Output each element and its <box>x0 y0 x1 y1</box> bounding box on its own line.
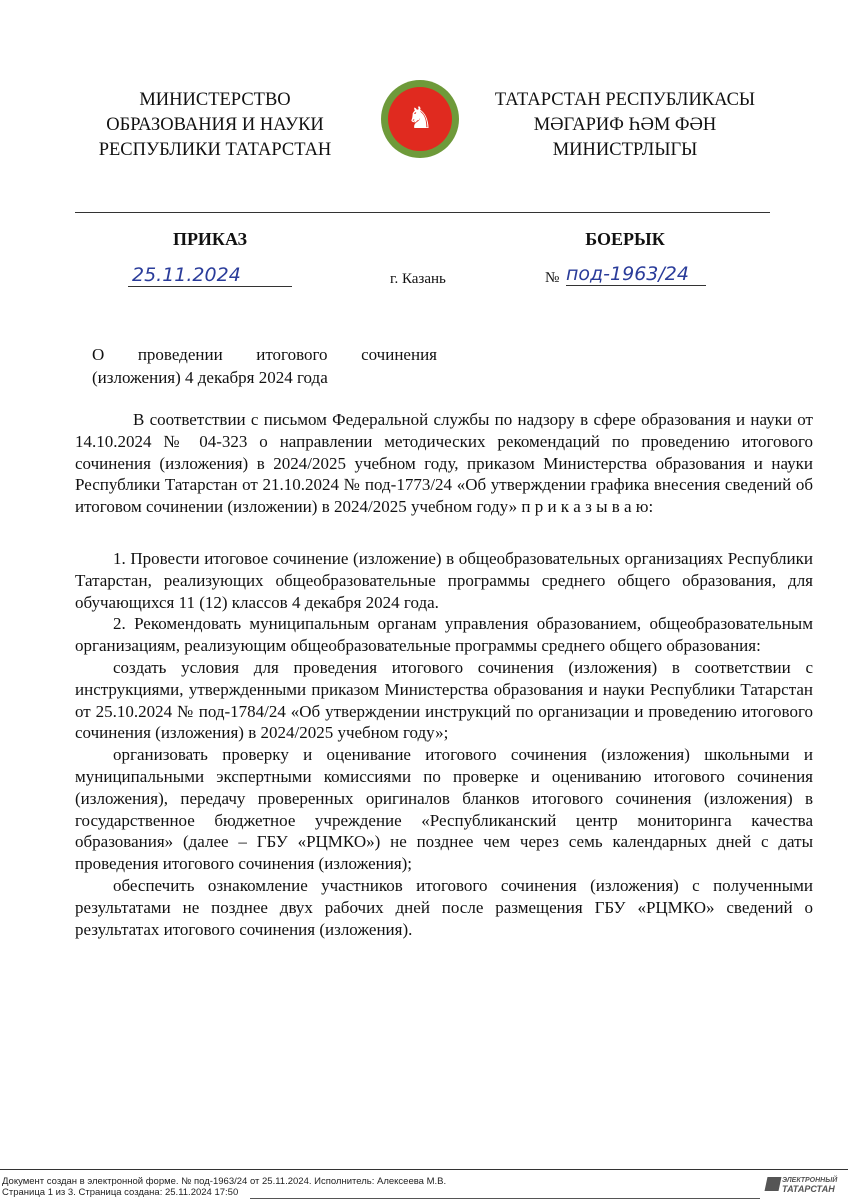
header-line: РЕСПУБЛИКИ ТАТАРСТАН <box>98 140 332 160</box>
footer-underline <box>250 1198 760 1199</box>
electronic-tatarstan-icon <box>765 1177 782 1191</box>
footer-page-info: Страница 1 из 3. Страница создана: 25.11.2024 17:50 <box>2 1187 239 1198</box>
order-city: г. Казань <box>390 271 446 287</box>
list-item: 2. Рекомендовать муниципальным органам управления образованием, общеобразовательным организациям, реализующим общеобразовательные программы среднего общего образования: <box>75 614 813 656</box>
order-date: 25.11.2024 <box>128 264 292 287</box>
ministry-name-ru <box>65 88 365 163</box>
order-number-label: № <box>545 270 560 286</box>
list-item: 1. Провести итоговое сочинение (изложение) в общеобразовательных организациях Республики Татарстан, реализующих общеобразовательные программы среднего общего образования, для обучающихся 11 (12) классов 4 декабря 2024 года. <box>75 548 813 612</box>
footer-divider <box>0 1169 848 1170</box>
order-subject: О проведении итогового сочинения (изложения) 4 декабря 2024 года <box>92 345 437 387</box>
header-line: МИНИСТЕРСТВО <box>139 90 291 110</box>
order-title-tt: БОЕРЫК <box>585 229 665 249</box>
order-title-ru: ПРИКАЗ <box>172 229 248 249</box>
header-divider <box>75 212 770 213</box>
logo-text: ТАТАРСТАН <box>782 1184 835 1194</box>
sub-item: обеспечить ознакомление участников итогового сочинения (изложения) с полученными результатами не позднее двух рабочих дней после размещения ГБУ «РЦМКО» сведений о результатах итогового сочинения (изложения). <box>75 875 813 939</box>
sub-item: организовать проверку и оценивание итогового сочинения (изложения) школьными и муниципальными экспертными комиссиями по проверке и оцениванию итогового сочинения (изложения), передачу проверенных оригиналов бланков итогового сочинения (изложения) в государственное бюджетное учреждение «Республиканский центр мониторинга качества образования» (далее – ГБУ «РЦМКО») не позднее чем через семь календарных дней с даты проведения итогового сочинения (изложения); <box>75 745 813 874</box>
header-line: МӘГАРИФ ҺӘМ ФӘН <box>533 115 717 135</box>
order-body <box>75 409 813 940</box>
logo-text: ЭЛЕКТРОННЫЙ <box>782 1177 838 1184</box>
tatarstan-emblem-icon: ♞ <box>381 80 459 158</box>
ministry-name-tt <box>475 88 775 163</box>
order-number: под-1963/24 <box>566 263 706 286</box>
header-line: ОБРАЗОВАНИЯ И НАУКИ <box>106 115 324 135</box>
sub-item: создать условия для проведения итогового сочинения (изложения) в соответствии с инструкциями, утвержденными приказом Министерства образования и науки Республики Татарстан от 25.10.2024 № под-1784/24 «Об утверждении инструкций по организации и проведению итогового сочинения (изложения) в 2024/2025 учебном году»; <box>75 657 813 743</box>
preamble: В соответствии с письмом Федеральной службы по надзору в сфере образования и науки от 14.10.2024 № 04-323 о направлении методических рекомендаций по проведению итогового сочинения (изложения) в 2024/2025 учебном году, приказом Министерства образования и науки Республики Татарстан от 21.10.2024 № под-1773/24 «Об утверждении графика внесения сведений об итоговом сочинении (изложении) в 2024/2025 учебном году» п р и к а з ы в а ю: <box>75 410 813 517</box>
header-line: МИНИСТРЛЫГЫ <box>552 140 698 160</box>
header-line: ТАТАРСТАН РЕСПУБЛИКАСЫ <box>494 90 756 110</box>
footer-doc-info: Документ создан в электронной форме. № под-1963/24 от 25.11.2024. Исполнитель: Алексеева М.В. <box>2 1176 447 1187</box>
electronic-tatarstan-logo <box>766 1177 837 1193</box>
